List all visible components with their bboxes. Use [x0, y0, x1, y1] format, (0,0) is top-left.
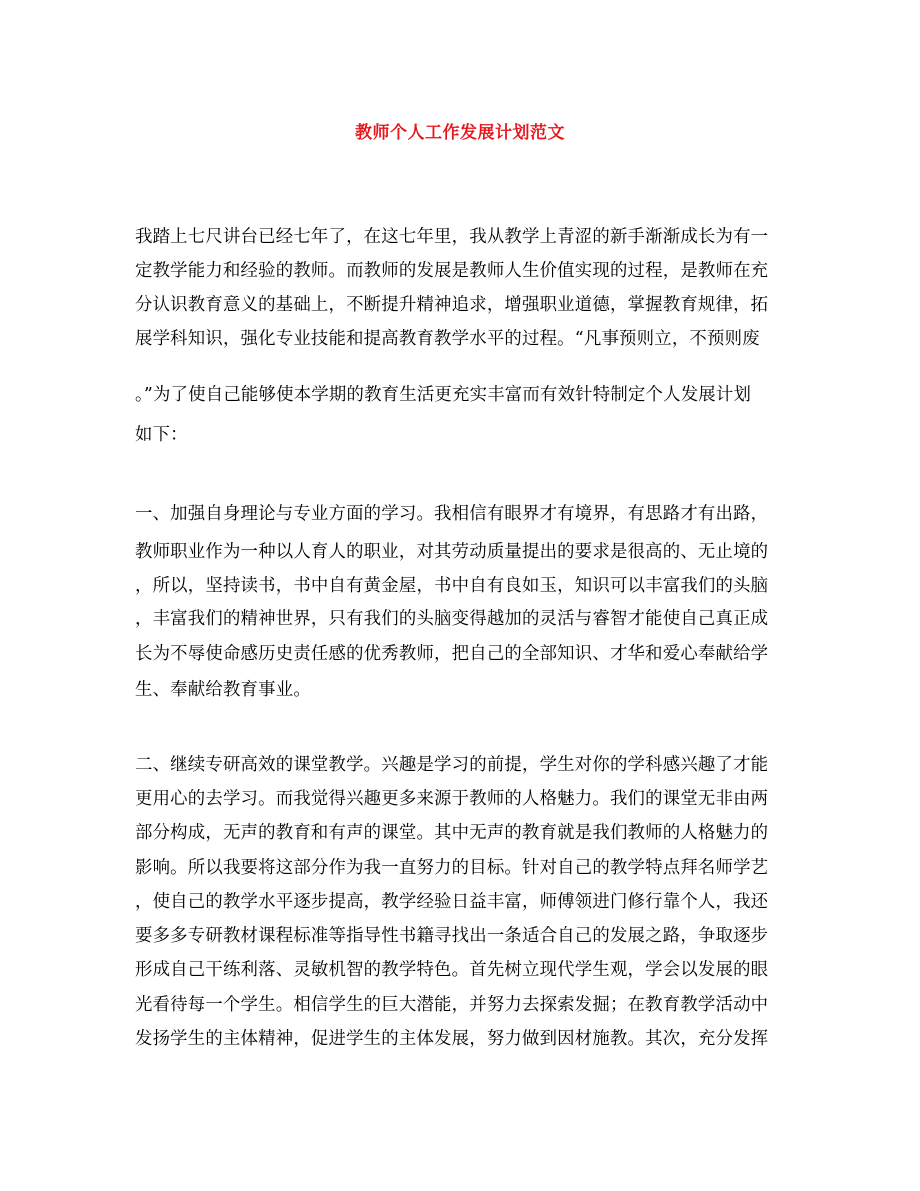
paragraph-line: 生、奉献给教育事业。	[135, 680, 311, 700]
paragraph-line: 我踏上七尺讲台已经七年了，在这七年里，我从教学上青涩的新手渐渐成长为有一	[135, 227, 769, 247]
paragraph-line: 影响。所以我要将这部分作为我一直努力的目标。针对自己的教学特点拜名师学艺	[135, 858, 769, 878]
paragraph-line: ，使自己的教学水平逐步提高，教学经验日益丰富，师傅领进门修行靠个人，我还	[135, 892, 769, 912]
paragraph-line: ，所以，坚持读书，书中自有黄金屋，书中自有良如玉，知识可以丰富我们的头脑	[135, 576, 769, 596]
paragraph-line: 发扬学生的主体精神，促进学生的主体发展，努力做到因材施教。其次，充分发挥	[135, 1029, 769, 1049]
paragraph-line: 定教学能力和经验的教师。而教师的发展是教师人生价值实现的过程，是教师在充	[135, 261, 769, 281]
paragraph-line: 分认识教育意义的基础上，不断提升精神追求，增强职业道德，掌握教育规律，拓	[135, 295, 769, 315]
paragraph-line: 形成自己干练利落、灵敏机智的教学特色。首先树立现代学生观，学会以发展的眼	[135, 960, 769, 980]
paragraph-line: 长为不辱使命感历史责任感的优秀教师，把自己的全部知识、才华和爱心奉献给学	[135, 644, 769, 664]
paragraph-line: 展学科知识，强化专业技能和提高教育教学水平的过程。“凡事预则立，不预则废	[135, 329, 760, 349]
paragraph-line: 一、加强自身理论与专业方面的学习。我相信有眼界才有境界，有思路才有出路，	[135, 504, 769, 524]
paragraph-line: ，丰富我们的精神世界，只有我们的头脑变得越加的灵活与睿智才能使自己真正成	[135, 609, 769, 629]
document-title: 教师个人工作发展计划范文	[355, 123, 565, 143]
paragraph-line: 教师职业作为一种以人育人的职业，对其劳动质量提出的要求是很高的、无止境的	[135, 542, 769, 562]
paragraph-line: 光看待每一个学生。相信学生的巨大潜能，并努力去探索发掘；在教育教学活动中	[135, 995, 769, 1015]
paragraph-line: 部分构成，无声的教育和有声的课堂。其中无声的教育就是我们教师的人格魅力的	[135, 823, 769, 843]
paragraph-line: 要多多专研教材课程标准等指导性书籍寻找出一条适合自己的发展之路，争取逐步	[135, 926, 769, 946]
paragraph-line: 如下：	[135, 425, 188, 445]
paragraph-line: 二、继续专研高效的课堂教学。兴趣是学习的前提，学生对你的学科感兴趣了才能	[135, 755, 769, 775]
paragraph-line: 更用心的去学习。而我觉得兴趣更多来源于教师的人格魅力。我们的课堂无非由两	[135, 789, 769, 809]
paragraph-line: 。”为了使自己能够使本学期的教育生活更充实丰富而有效针特制定个人发展计划	[135, 385, 752, 405]
